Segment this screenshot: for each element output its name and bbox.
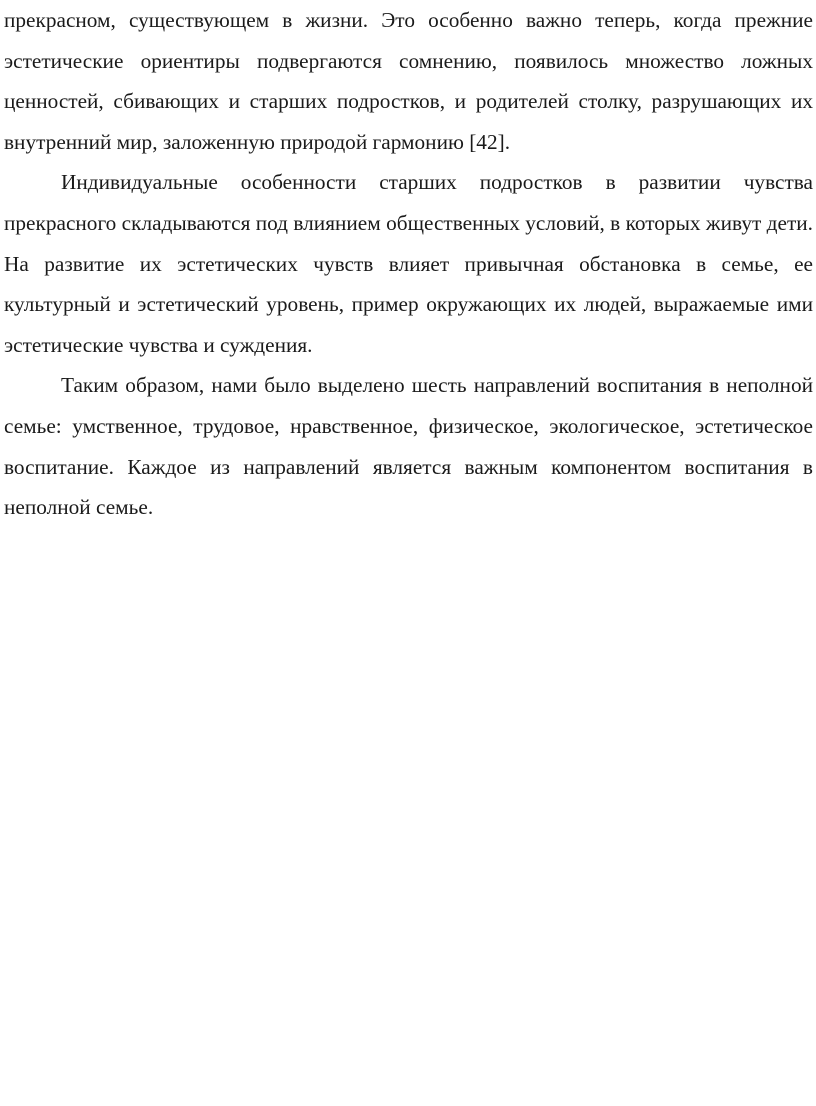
paragraph-continuation: прекрасном, существующем в жизни. Это особенно важно теперь, когда прежние эстетические ориентиры подвергаются сомнению, появилось множество ложных ценностей, сбивающих и старших подростков, и родителей столку, разрушающих их внутренний мир, заложенную природой гармонию [42]. xyxy=(4,8,813,154)
paragraph-conclusion: Таким образом, нами было выделено шесть направлений воспитания в неполной семье: умственное, трудовое, нравственное, физическое, экологическое, эстетическое воспитание. Каждое из направлений является важным компонентом воспитания в неполной семье. xyxy=(4,373,813,520)
paragraph-individual-features: Индивидуальные особенности старших подростков в развитии чувства прекрасного складываются под влиянием общественных условий, в которых живут дети. На развитие их эстетических чувств влияет привычная обстановка в семье, ее культурный и эстетический уровень, пример окружающих их людей, выражаемые ими эстетические чувства и суждения. xyxy=(4,170,813,357)
document-body xyxy=(4,0,813,528)
